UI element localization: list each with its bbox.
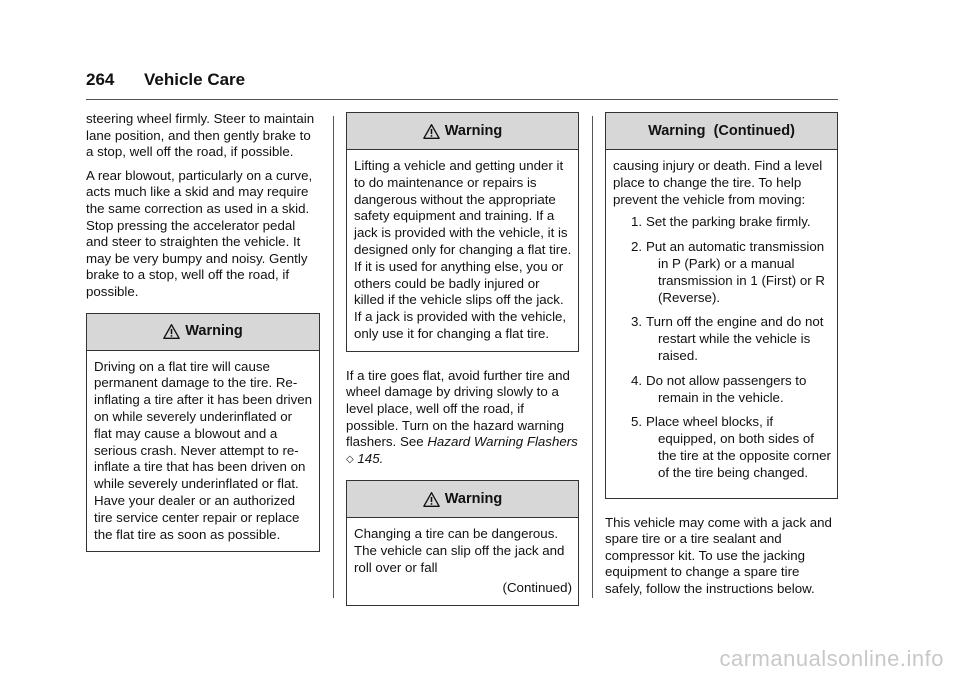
paragraph-text: If a tire goes flat, avoid further tire and wheel damage by driving slowly to a level place, well off the road, if possible. Turn on the hazard warning flashers. See — [346, 367, 570, 450]
warning-box — [346, 480, 579, 605]
warning-box — [346, 112, 579, 352]
warning-triangle-icon — [423, 491, 440, 508]
list-item — [613, 373, 831, 407]
warning-header — [606, 113, 837, 150]
paragraph: This vehicle may come with a jack and spare tire or a tire sealant and compressor kit. To use the jacking equipment to change a spare tire safely, follow the instructions below. — [605, 514, 832, 596]
header-rule — [86, 99, 838, 100]
list-item — [613, 314, 831, 364]
list-item — [613, 214, 831, 231]
watermark: carmanualsonline.info — [719, 646, 944, 671]
warning-body — [347, 150, 578, 351]
page-number: 264 — [86, 70, 115, 89]
warning-title: Warning — [444, 491, 503, 508]
warning-text: Changing a tire can be dangerous. The vehicle can slip off the jack and roll over or fall — [354, 526, 565, 575]
step-number: 3. — [631, 314, 643, 330]
warning-body — [347, 518, 578, 604]
warning-box — [605, 112, 838, 499]
step-text: Do not allow passengers to remain in the vehicle. — [646, 372, 807, 405]
list-item — [613, 414, 831, 481]
step-text: Set the parking brake firmly. — [646, 214, 811, 230]
step-text: Place wheel blocks, if equipped, on both sides of the tire at the opposite corner of the tire being changed. — [646, 414, 831, 480]
warning-text: Driving on a flat tire will cause permanent damage to the tire. Re-inflating a tire after it has been driven on while severely underinflated or flat may cause a blowout and a serious crash. Never attempt to re-inflate a tire that has been driven on while severely underinflated or flat. Have your dealer or an authorized tire service center repair or replace the flat tire as soon as possible. — [94, 358, 313, 542]
cross-reference-page[interactable]: 145. — [357, 450, 384, 466]
warning-header — [347, 113, 578, 150]
warning-title: Warning (Continued) — [648, 122, 795, 139]
warning-body — [87, 351, 319, 552]
paragraph: steering wheel firmly. Steer to maintain lane position, and then gently brake to a stop, well off the road, if possible. — [86, 111, 315, 160]
warning-text: causing injury or death. Find a level place to change the tire. To help prevent the vehicle from moving: — [613, 158, 823, 207]
column-divider — [333, 116, 334, 598]
column-2 — [346, 112, 579, 606]
step-list — [613, 214, 831, 481]
step-number: 4. — [631, 372, 643, 388]
column-divider — [592, 116, 593, 598]
warning-header — [87, 314, 319, 351]
warning-title: Warning — [444, 122, 503, 139]
cross-reference-link[interactable]: Hazard Warning Flashers — [427, 434, 578, 450]
section-title: Vehicle Care — [144, 70, 246, 89]
warning-triangle-icon — [423, 123, 440, 140]
page-header — [86, 70, 245, 90]
step-number: 1. — [631, 214, 643, 230]
page-ref-icon: ◇ — [346, 453, 354, 465]
warning-title: Warning — [185, 323, 243, 340]
warning-body — [606, 150, 837, 498]
step-number: 2. — [631, 239, 643, 255]
warning-header — [347, 481, 578, 518]
warning-triangle-icon — [163, 323, 180, 340]
paragraph: A rear blowout, particularly on a curve, acts much like a skid and may require the same correction as used in a skid. Stop pressing the accelerator pedal and steer to straighten the vehicle. It may be very bumpy and noisy. Gently brake to a stop, well off the road, if possible. — [86, 167, 313, 299]
step-text: Put an automatic transmission in P (Park) or a manual transmission in 1 (First) or R (Reverse). — [646, 239, 825, 305]
warning-text: Lifting a vehicle and getting under it to do maintenance or repairs is dangerous without the appropriate safety equipment and training. If a jack is provided with the vehicle, it is designed only for changing a flat tire. If it is used for anything else, you or others could be badly injured or killed if the vehicle slips off the jack. If a jack is provided with the vehicle, only use it for changing a flat tire. — [354, 158, 572, 341]
step-number: 5. — [631, 414, 643, 430]
warning-box — [86, 313, 320, 553]
column-1 — [86, 111, 320, 552]
paragraph — [346, 368, 579, 469]
list-item — [613, 239, 831, 306]
step-text: Turn off the engine and do not restart while the vehicle is raised. — [646, 314, 824, 363]
column-3 — [605, 112, 838, 605]
continued-label: (Continued) — [502, 579, 572, 595]
